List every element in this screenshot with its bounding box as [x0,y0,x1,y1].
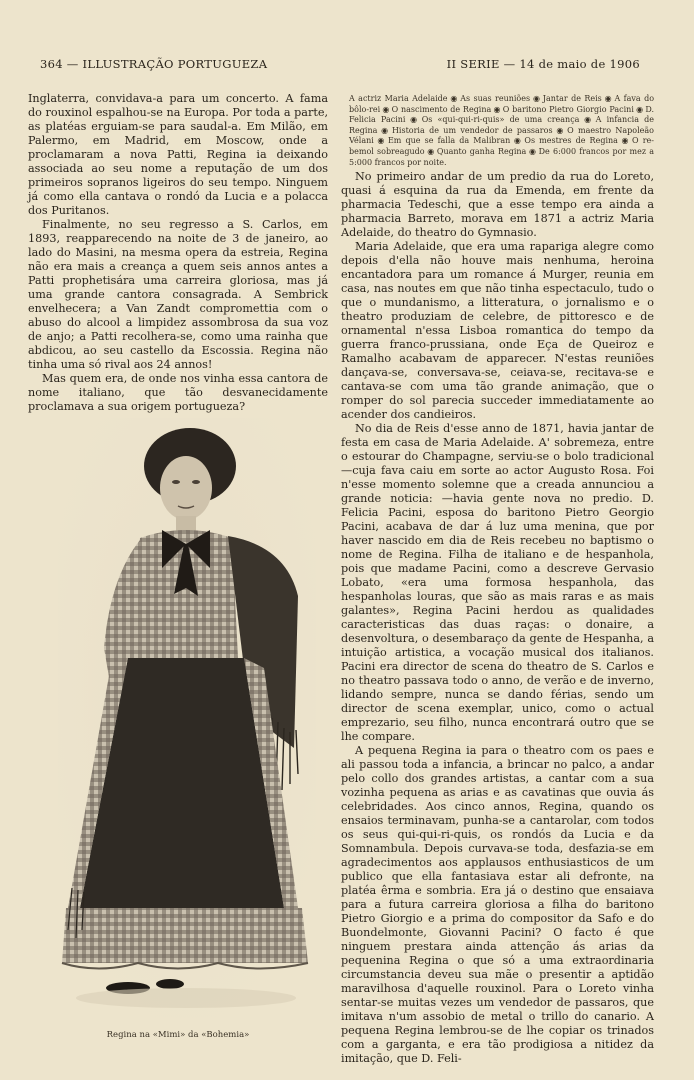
summary-item: Os mestres de Regina [524,136,618,146]
summary-separator-icon: ◉ [619,136,631,146]
right-column [341,170,654,1066]
page-header [40,57,640,73]
right-paragraph-1: No primeiro andar de um predio da rua do Loreto, quasi á esquina da rua da Emenda, em frente da pharmacia Tedeschi, que a esse tempo era ainda a pharmacia Barreto, morava em 1871 a actriz Maria Adelaide, do theatro do Gymnasio. [341,170,654,239]
left-paragraph-1: Inglaterra, convidava-a para um concerto. A fama do rouxinol espalhou-se na Europa. Por toda a parte, as platéas erguiam-se para saudal-a. Em Milão, em Palermo, em Madrid, em Moscow, onde a proclamaram a nova Patti, Regina ia deixando associada ao seu nome a reputação de um dos primeiros sopranos ligeiros do seu tempo. Ninguem já como ella cantava o rondó da Lucia e a polacca dos Puritanos. [28,92,328,217]
summary-separator-icon: ◉ [512,136,523,146]
summary-item: O maestro Napoleão Vélani [349,125,654,146]
summary-separator-icon: ◉ [426,146,435,156]
summary-separator-icon: ◉ [581,115,594,125]
portrait-photo [58,418,316,1018]
summary-item: A infancia de Regina [349,115,655,135]
summary-separator-icon: ◉ [375,136,386,146]
summary-item: Os «qui-qui-ri-quis» de uma creança [421,115,580,125]
summary-item: Em que se falla da Malibran [387,136,511,146]
summary-item: O baritono Pietro Giorgio Pacini [502,104,634,114]
summary-item: Quanto ganha Regina [436,146,527,156]
summary-item: Jantar de Reis [542,94,602,103]
summary-item: Historia de um vendedor de passaros [391,125,553,135]
right-paragraph-3: No dia de Reis d'esse anno de 1871, havia jantar de festa em casa de Maria Adelaide. A' sobremeza, entre o estourar do Champagne, serviu-se o bolo tradicional—cuja fava caiu em sorte ao actor Augusto Rosa. Foi n'esse momento solemne que a creada annunciou a grande noticia: —havia gente nova no predio. D. Felicia Pacini, esposa do baritono Pietro Georgio Pacini, acabava de dar á luz uma menina, que por haver nascido em dia de Reis recebeu no baptismo o nome de Regina. Filha de italiano e de hespanhola, pois que madame Pacini, como a descreve Gervasio Lobato, «era uma formosa hespanhola, das hespanholas louras, que são as mais raras e as mais galantes», Regina Pacini herdou as qualidades caracteristicas das duas raças: o donaire, a desenvoltura, o desembaraço da gente de Hespanha, a intuição artistica, a vocação musical dos italianos. Pacini era director de scena do theatro de S. Carlos e no theatro passava todo o anno, de verão e de inverno, lidando sempre, nunca se dando férias, sendo um director de scena exemplar, unico, como o actual emprezario, seu filho, nunca encontrará outro que se lhe compare. [341,422,654,743]
right-paragraph-2: Maria Adelaide, que era uma rapariga alegre como depois d'ella não houve mais nenhuma, heroina encantadora para um romance á Murger, reunia em casa, nas noutes em que não tinha espectaculo, tudo o que o mundanismo, a litteratura, o jornalismo e o theatro produziam de celebre, de pittoresco e de ornamental n'essa Lisboa romantica do tempo da guerra franco-prussiana, onde Eça de Queiroz e Ramalho acabavam de apparecer. N'estas reuniões dançava-se, conversava-se, ceiava-se, recitava-se e cantava-se com uma tão grande animação, que o romper do sol parecia succeder immediatamente ao acender dos candieiros. [341,240,654,421]
summary-separator-icon: ◉ [554,125,566,135]
header-left: 364 — ILLUSTRAÇÃO PORTUGUEZA [40,57,268,71]
article-summary [349,94,654,168]
header-right: II SERIE — 14 de maio de 1906 [446,57,640,71]
summary-item: A fava do bôlo-rei [349,94,655,114]
summary-separator-icon: ◉ [407,115,420,125]
left-paragraph-3: Mas quem era, de onde nos vinha essa cantora de nome italiano, que tão desvanecidamente proclamava a sua origem portugueza? [28,372,328,413]
summary-separator-icon: ◉ [449,94,459,103]
summary-item: O nascimento de Regina [391,104,492,114]
summary-separator-icon: ◉ [379,125,390,135]
summary-item: O re-bemol sobreagudo [349,136,654,156]
right-paragraph-4: A pequena Regina ia para o theatro com os paes e ali passou toda a infancia, a brincar no palco, a andar pelo collo dos grandes artistas, a cantar com a sua vozinha pequena as arias e as cavatinas que ouvia ás celebridades. Aos cinco annos, Regina, quando os ensaios terminavam, punha-se a cantarolar, com todos os seus qui-qui-ri-quis, os rondós da Lucia e da Somnambula. Depois curvava-se toda, desfazia-se em agradecimentos aos applausos enthusiasticos de um publico que ella fantasiava estar ali defronte, na platéa êrma e sombria. Era já o destino que ensaiava para a futura carreira gloriosa a filha do baritono Pietro Giorgio e a prima do compositor da Safo e do Buondelmonte, Giovanni Pacini? O facto é que ninguem prestara ainda attenção ás arias da pequenina Regina o que só a uma extraordinaria circumstancia deveu sua mãe o presentir a aptidão maravilhosa d'aquelle rouxinol. Para o Loreto vinha sentar-se muitas vezes um vendedor de passaros, que imitava n'um assobio de metal o trillo do canario. A pequena Regina lembrou-se de lhe copiar os trinados com a garganta, e era tão prodigiosa a nitidez da imitação, que D. Feli- [341,744,654,1065]
summary-separator-icon: ◉ [635,104,644,114]
summary-item: As suas reuniões [460,94,531,103]
summary-separator-icon: ◉ [493,104,501,114]
summary-item: De 6:000 francos por mez a 5:000 francos por noite. [349,146,655,167]
left-column [28,92,328,414]
summary-separator-icon: ◉ [382,104,390,114]
summary-separator-icon: ◉ [603,94,613,103]
summary-item: D. Felicia Pacini [349,104,655,125]
left-paragraph-2: Finalmente, no seu regresso a S. Carlos, em 1893, reapparecendo na noite de 3 de janeiro, ao lado do Masini, na mesma opera da estreia, Regina não era mais a creança a quem seis annos antes a Patti prophetisára uma carreira gloriosa, mas já uma grande cantora consagrada. A Sembrick envelhecera; a Van Zandt compromettia com o abuso do alcool a limpidez assombrosa da sua voz de anjo; a Patti recolhera-se, como uma rainha que abdicou, ao seu castello da Escossia. Regina não tinha uma só rival aos 24 annos! [28,218,328,371]
summary-separator-icon: ◉ [532,94,541,103]
summary-item: A actriz Maria Adelaide [349,94,448,103]
photo-caption: Regina na «Mimi» da «Bohemia» [106,1030,250,1040]
summary-separator-icon: ◉ [528,146,537,156]
